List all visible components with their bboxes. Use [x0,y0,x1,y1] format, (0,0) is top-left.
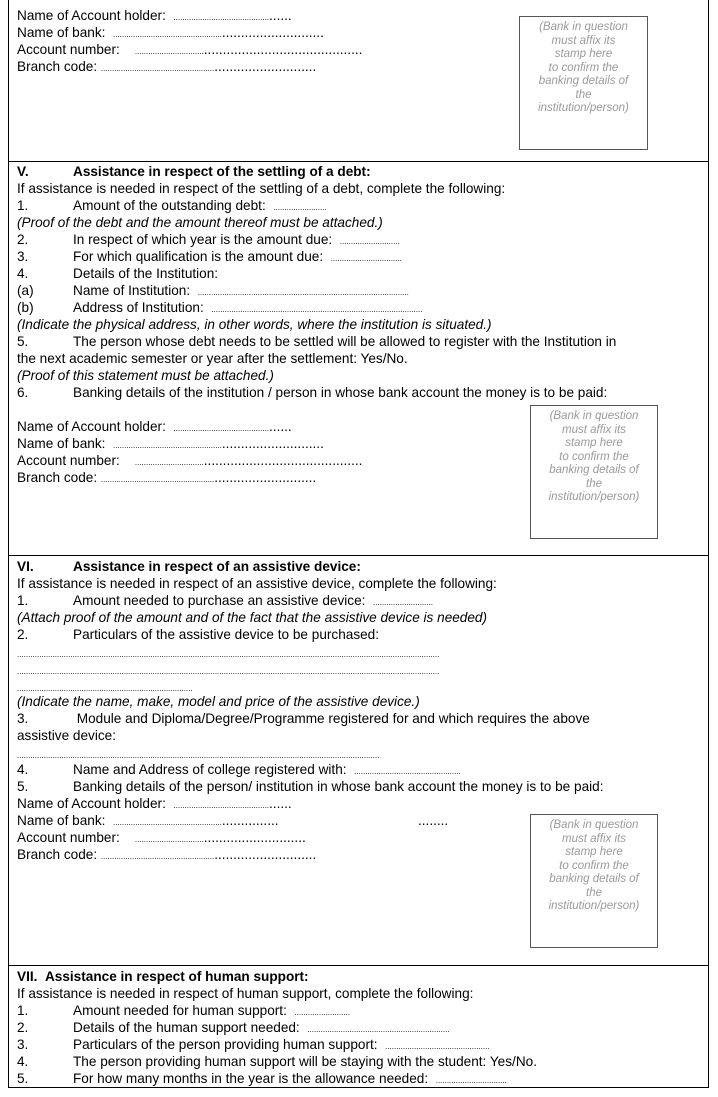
debt-amount-field[interactable]: 1. Amount of the outstanding debt: ........................ [17,198,327,213]
register-yes-no-field[interactable]: the next academic semester or year after the settlement: Yes/No. [17,351,408,366]
device-particulars-line-1[interactable]: .............................................................................................................................................................................................. [17,650,440,659]
v-account-holder-field[interactable]: Name of Account holder: ................................................. [17,419,292,434]
v-bank-name-field[interactable]: Name of bank: ............................................................................ [17,436,324,451]
section-vi-intro: If assistance is needed in respect of an assistive device, complete the following: [17,576,497,591]
v-branch-code-field[interactable]: Branch code: .............................................................................. [17,470,317,485]
section-vi-heading: VI. Assistance in respect of an assistive device: [17,559,361,574]
college-name-address-field[interactable]: 4. Name and Address of college registered with: ................................................ [17,762,461,777]
bank-stamp-box: (Bank in question must affix its stamp here to confirm the banking details of the institution/person) [519,16,648,150]
vi-branch-code-field[interactable]: Branch code: .............................................................................. [17,847,317,862]
device-particulars-line-2[interactable]: .............................................................................................................................................................................................. [17,667,440,676]
institution-details-label: 4. Details of the Institution: [17,266,219,281]
section-vii-intro: If assistance is needed in respect of human support, complete the following: [17,986,474,1001]
module-programme-cont: assistive device: [17,728,116,743]
device-particulars-label: 2. Particulars of the assistive device to be purchased: [17,627,380,642]
physical-address-note: (Indicate the physical address, in other words, where the institution is situated.) [17,317,492,332]
module-programme-field[interactable]: ................................................................................................................................................................... [17,751,380,760]
section-vii-heading: VII. Assistance in respect of human support: [17,969,309,984]
vi-bank-name-field[interactable]: Name of bank: ................................................................ [17,813,279,828]
vi-account-holder-field[interactable]: Name of Account holder: ................................................. [17,796,292,811]
staying-with-student-field[interactable]: 4. The person providing human support will be staying with the student: Yes/No. [17,1054,537,1069]
human-support-amount-field[interactable]: 1. Amount needed for human support: ......................... [17,1003,351,1018]
vi-banking-details-label: 5. Banking details of the person/ institution in whose bank account the money is to be paid: [17,779,604,794]
vi-account-number-field[interactable]: Account number: .......................................................... [17,830,306,845]
vi-bank-stamp-box: (Bank in question must affix its stamp here to confirm the banking details of the institution/person) [530,814,658,948]
branch-code-field[interactable]: Branch code: .............................................................................. [17,59,317,74]
section-v-heading: V. Assistance in respect of the settling of a debt: [17,164,371,179]
human-support-details-field[interactable]: 2. Details of the human support needed: ................................................................ [17,1020,450,1035]
bank-name-field[interactable]: Name of bank: ............................................................................ [17,25,324,40]
institution-name-field[interactable]: (a) Name of Institution: ............................................................................................... [17,283,409,298]
allowance-months-field[interactable]: 5. For how many months in the year is the allowance needed: ................................ [17,1071,507,1086]
vi-bank-name-extra-dots: ........ [418,813,449,828]
statement-proof-note: (Proof of this statement must be attached.) [17,368,274,383]
institution-address-field[interactable]: (b) Address of Institution: ............................................................................................... [17,300,423,315]
banking-details-label: 6. Banking details of the institution / person in whose bank account the money is to be paid: [17,385,608,400]
account-holder-field[interactable]: Name of Account holder: ................................................. [17,8,292,23]
debt-qualification-field[interactable]: 3. For which qualification is the amount due: ................................ [17,249,402,264]
device-proof-note: (Attach proof of the amount and of the fact that the assistive device is needed) [17,610,488,625]
account-number-field[interactable]: Account number: ......................................................................... [17,42,363,57]
device-particulars-line-3[interactable]: ............................................................................... [17,684,193,693]
register-after-settlement-item: 5. The person whose debt needs to be settled will be allowed to register with the Institution in [17,334,617,349]
debt-year-field[interactable]: 2. In respect of which year is the amount due: ........................... [17,232,400,247]
support-person-particulars-field[interactable]: 3. Particulars of the person providing human support: ............................................... [17,1037,490,1052]
module-programme-label: 3. Module and Diploma/Degree/Programme registered for and which requires the above [17,711,590,726]
device-amount-field[interactable]: 1. Amount needed to purchase an assistive device: ........................... [17,593,434,608]
v-account-number-field[interactable]: Account number: ......................................................................... [17,453,363,468]
debt-proof-note: (Proof of the debt and the amount thereof must be attached.) [17,215,383,230]
section-v-intro: If assistance is needed in respect of the settling of a debt, complete the following: [17,181,506,196]
v-bank-stamp-box: (Bank in question must affix its stamp here to confirm the banking details of the institution/person) [530,405,658,539]
device-details-note: (Indicate the name, make, model and price of the assistive device.) [17,694,420,709]
